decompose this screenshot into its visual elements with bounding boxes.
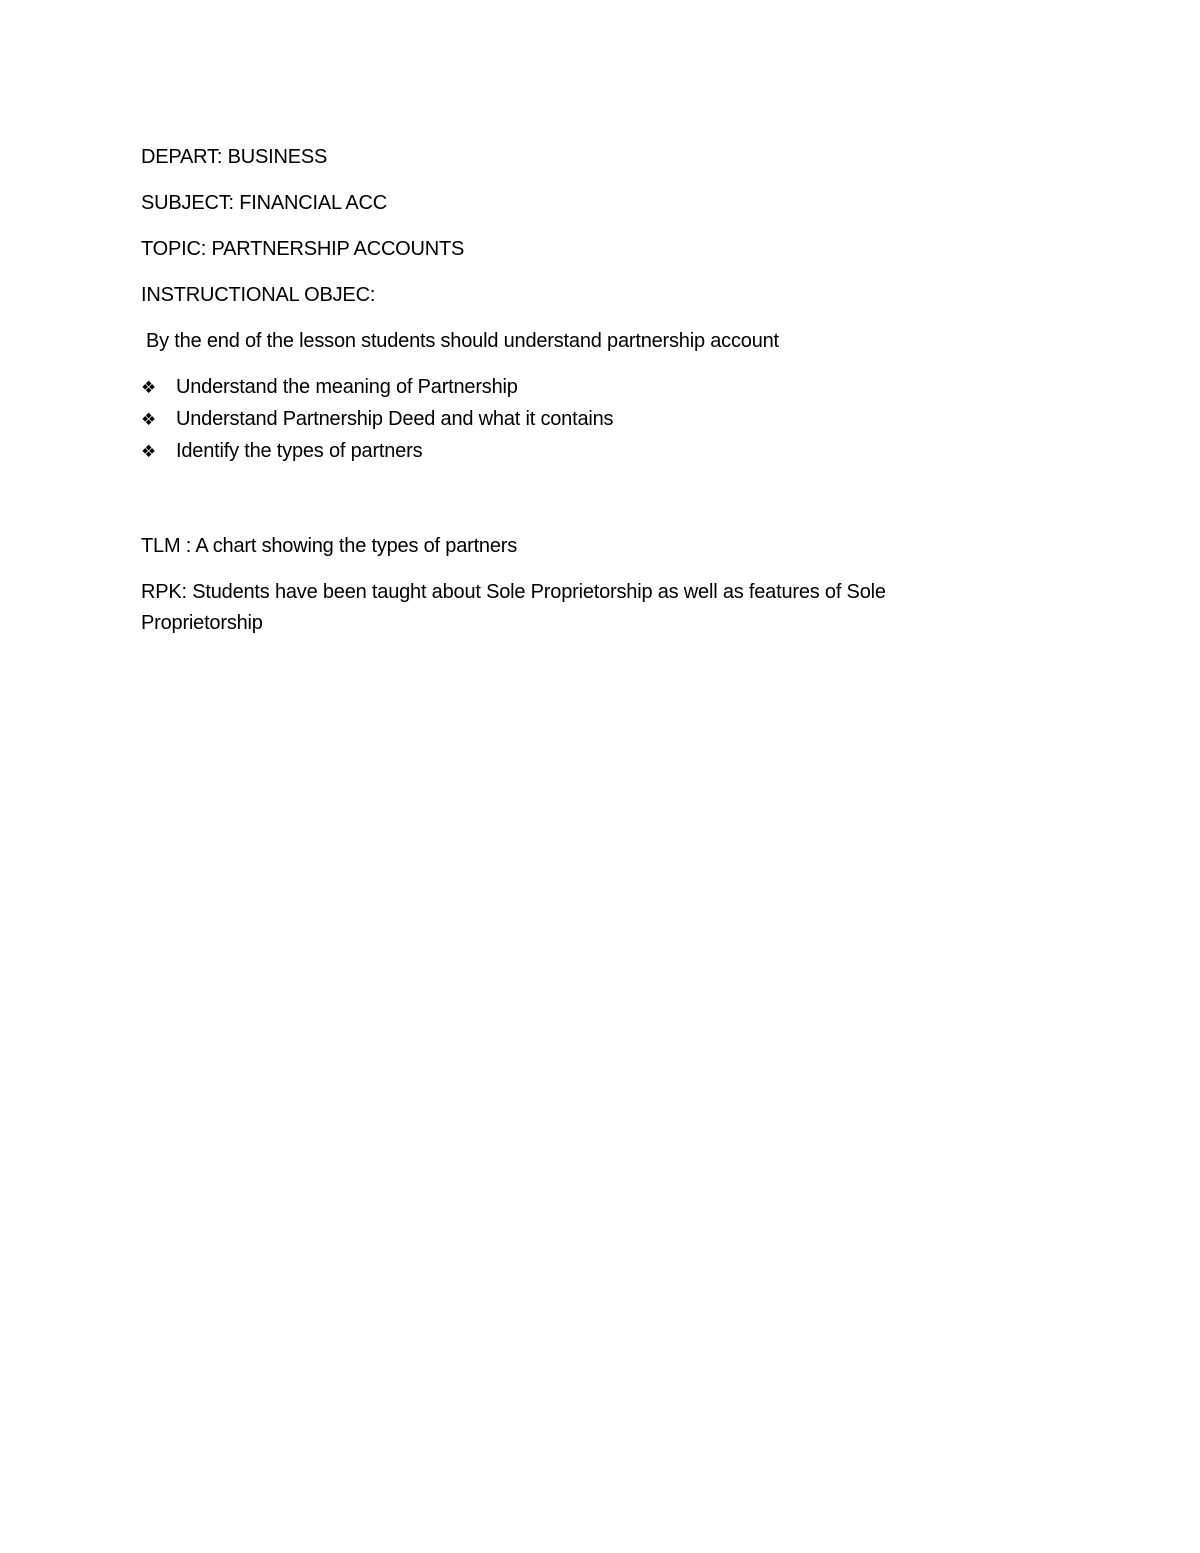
objective-intro: By the end of the lesson students should understand partnership account: [146, 330, 779, 352]
objective-text: Identify the types of partners: [176, 440, 423, 462]
rpk-paragraph: RPK: Students have been taught about Sole Proprietorship as well as features of Sole Proprietorship: [141, 581, 886, 634]
objective-text: Understand the meaning of Partnership: [176, 376, 518, 398]
objective-heading: INSTRUCTIONAL OBJEC:: [141, 284, 376, 306]
list-item: [141, 404, 1001, 436]
list-item: [141, 372, 1001, 404]
diamond-bullet-icon: ❖: [141, 442, 157, 462]
diamond-bullet-icon: ❖: [141, 378, 157, 398]
tlm-line: TLM : A chart showing the types of partners: [141, 535, 518, 557]
diamond-bullet-icon: ❖: [141, 410, 157, 430]
list-item: [141, 436, 1001, 468]
blank-space: [141, 468, 1001, 531]
subject-line: SUBJECT: FINANCIAL ACC: [141, 192, 388, 214]
department-line: DEPART: BUSINESS: [141, 146, 328, 168]
objective-text: Understand Partnership Deed and what it contains: [176, 408, 614, 430]
topic-line: TOPIC: PARTNERSHIP ACCOUNTS: [141, 238, 465, 260]
lesson-plan-content: [141, 142, 1001, 654]
objectives-list: [141, 372, 1001, 468]
